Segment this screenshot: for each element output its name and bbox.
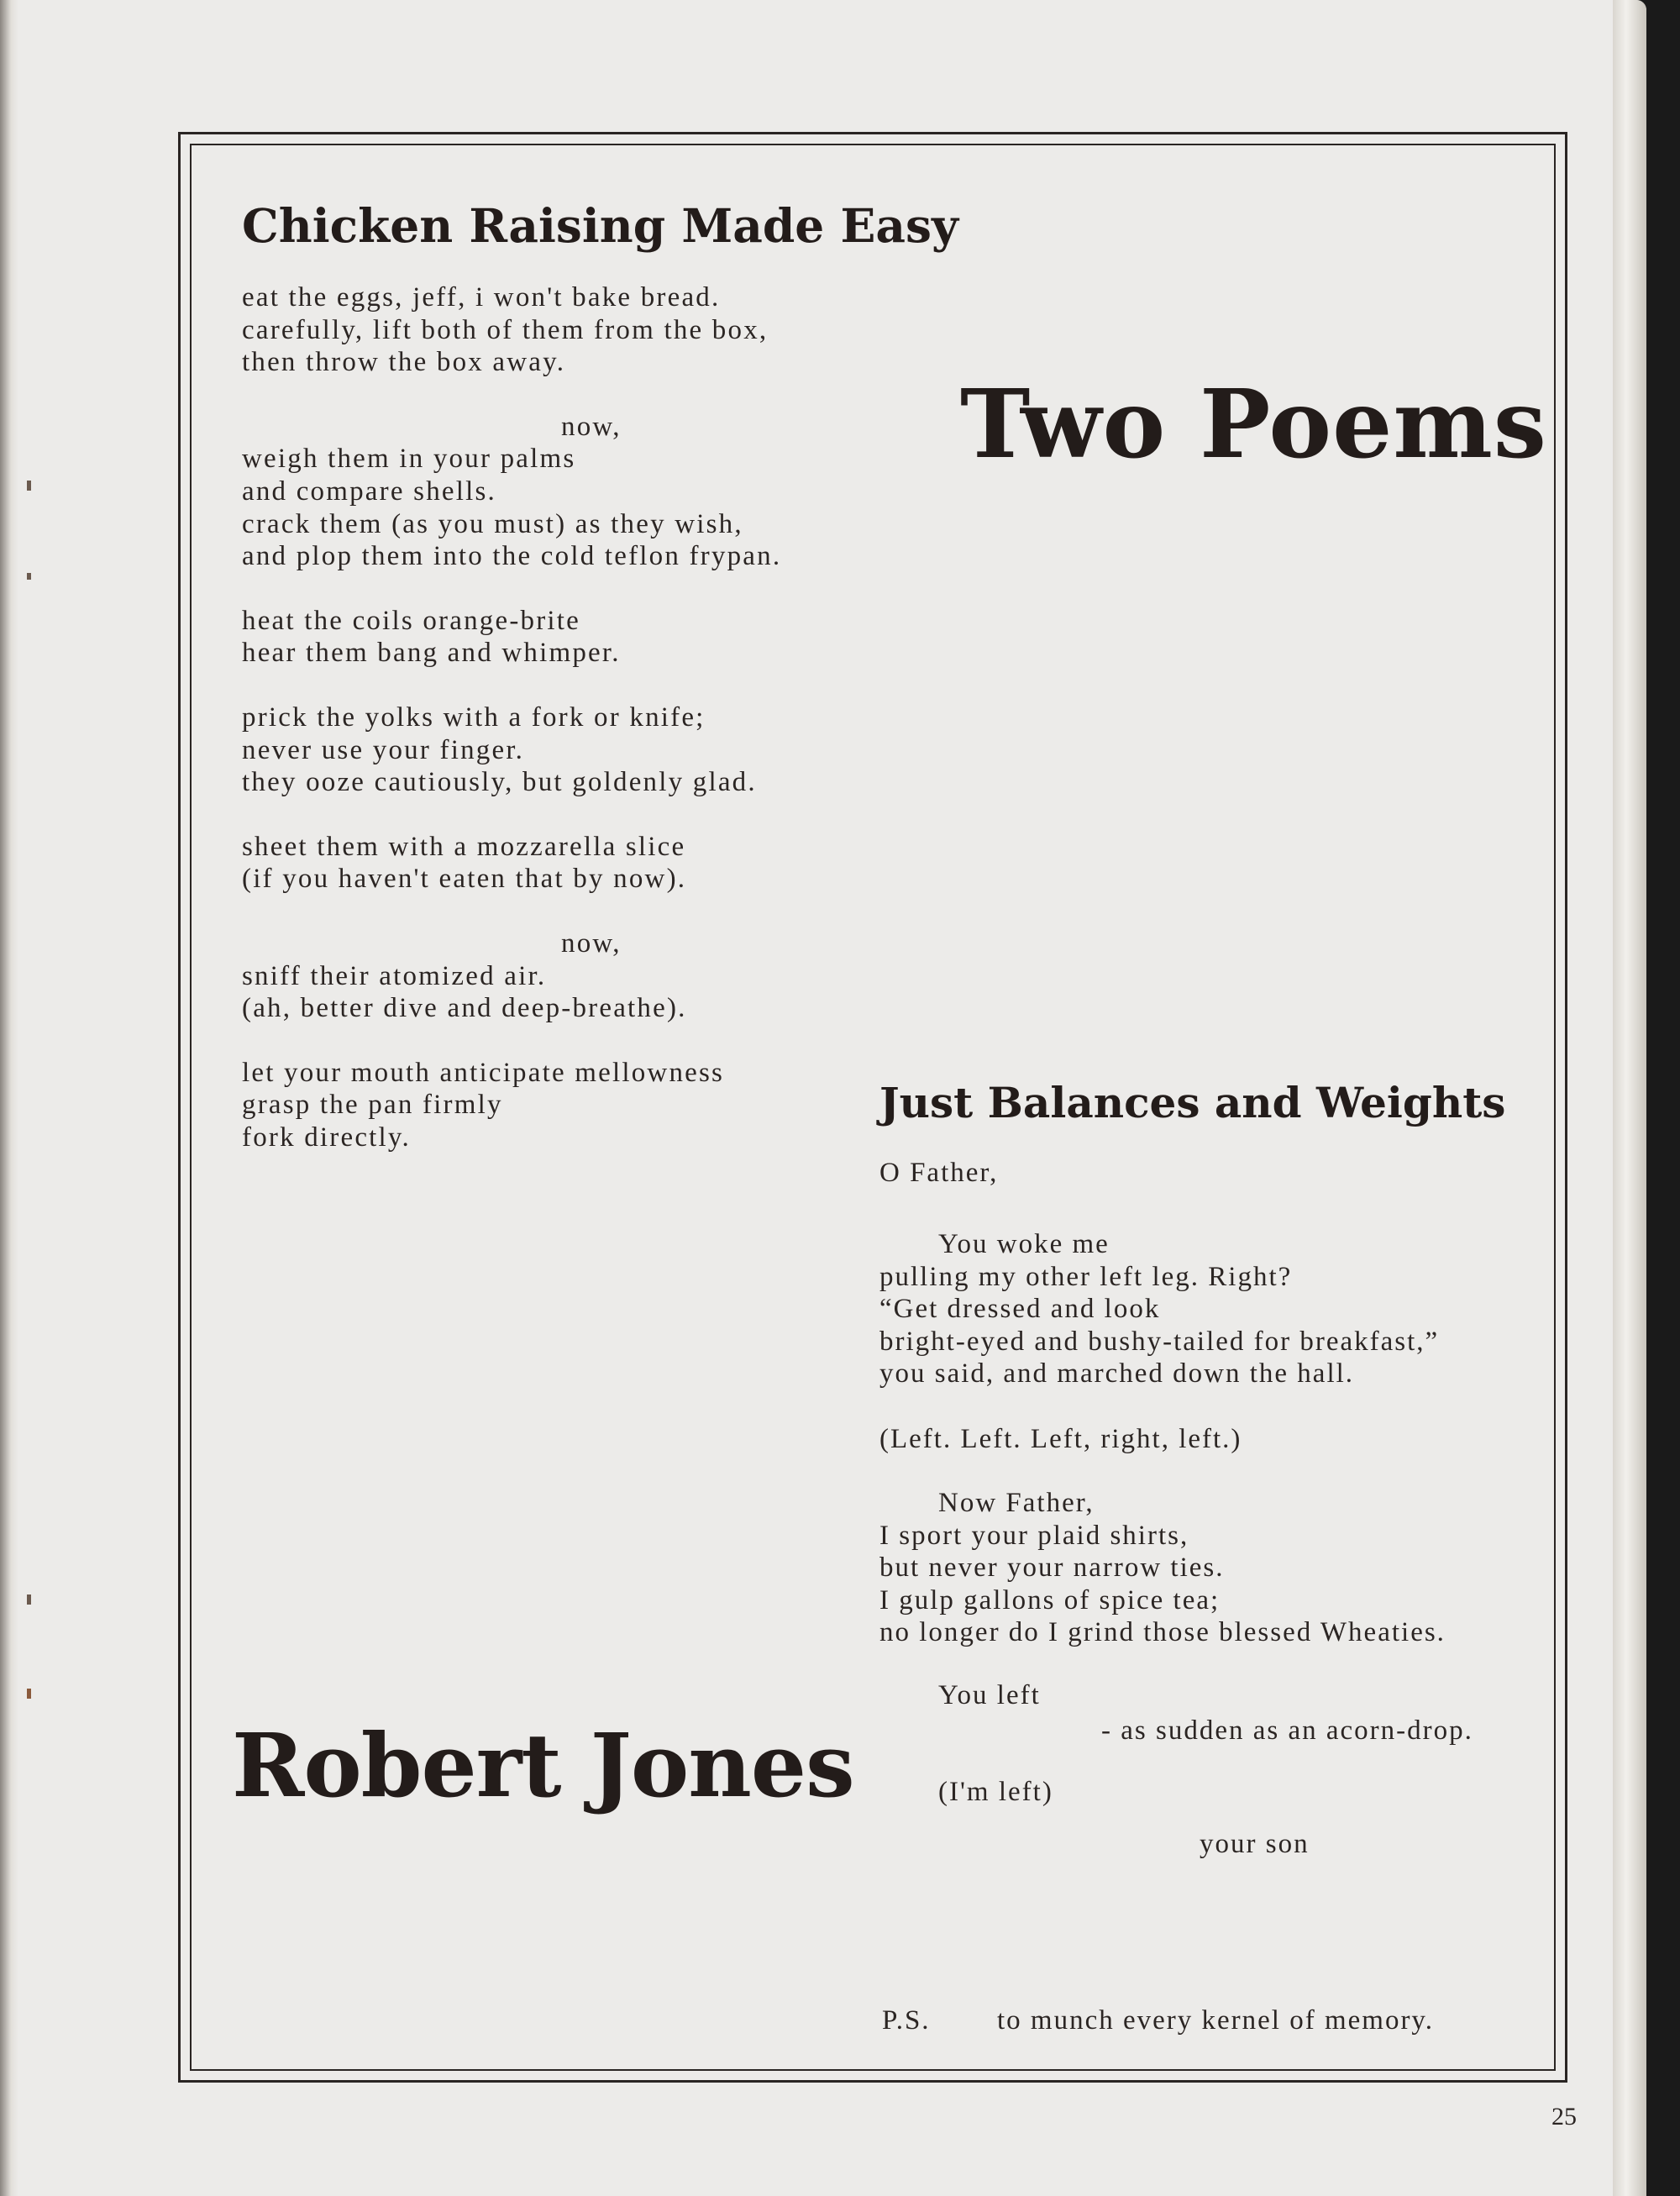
poem2-your-son: your son: [1200, 1829, 1310, 1859]
poem-line: pulling my other left leg. Right?: [879, 1261, 1293, 1292]
page-edge: [1613, 0, 1646, 2196]
author-name: Robert Jones: [232, 1714, 854, 1817]
poem-line: prick the yolks with a fork or knife;: [242, 701, 706, 733]
poem2-acorn-line: - as sudden as an acorn-drop.: [1101, 1715, 1473, 1746]
poem-line: carefully, lift both of them from the box,: [242, 314, 769, 345]
poem2-stanza-3: [879, 1487, 1446, 1649]
poem-line: (ah, better dive and deep-breathe).: [242, 993, 687, 1024]
poem-line: they ooze cautiously, but goldenly glad.: [242, 767, 757, 798]
poem-line: fork directly.: [242, 1122, 411, 1153]
poem-line: weigh them in your palms: [242, 444, 576, 475]
page-number: 25: [1551, 2103, 1577, 2130]
poem-line: sniff their atomized air.: [242, 960, 547, 991]
poem-line: no longer do I grind those blessed Wheaties.: [879, 1617, 1446, 1648]
poem2-salutation: O Father,: [879, 1158, 999, 1188]
poem-line: “Get dressed and look: [879, 1294, 1161, 1325]
poem-line: then throw the box away.: [242, 347, 566, 378]
poem-line: hear them bang and whimper.: [242, 638, 621, 669]
poem-line: never use your finger.: [242, 734, 525, 765]
poem2-stanza-2: (Left. Left. Left, right, left.): [879, 1424, 1242, 1454]
poem-line: let your mouth anticipate mellowness: [242, 1057, 725, 1088]
poem-line: crack them (as you must) as they wish,: [242, 508, 743, 539]
poem-line: now,: [561, 927, 622, 959]
poem2-ps-text: to munch every kernel of memory.: [997, 2005, 1435, 2036]
poem-line: Now Father,: [938, 1488, 1095, 1518]
binding-shadow: [0, 0, 18, 2196]
section-title: Two Poems: [960, 370, 1547, 480]
poem-line: but never your narrow ties.: [879, 1552, 1225, 1584]
poem2-im-left: (I'm left): [938, 1777, 1053, 1807]
poem-line: bright-eyed and bushy-tailed for breakfast,”: [879, 1326, 1440, 1357]
poem2-you-left: You left: [938, 1680, 1041, 1710]
poem-line: I gulp gallons of spice tea;: [879, 1584, 1221, 1615]
poem-line: eat the eggs, jeff, i won't bake bread.: [242, 282, 721, 313]
poem-line: grasp the pan firmly: [242, 1090, 503, 1121]
poem2-ps-label: P.S.: [882, 2005, 931, 2036]
margin-mark: [27, 1689, 31, 1699]
poem1-body: [242, 281, 781, 1153]
poem1-title: Chicken Raising Made Easy: [242, 198, 958, 253]
poem-line: heat the coils orange-brite: [242, 605, 580, 636]
margin-mark: [27, 573, 31, 580]
margin-mark: [27, 481, 31, 491]
poem-line: You woke me: [938, 1229, 1110, 1259]
poem-line: and compare shells.: [242, 475, 496, 507]
poem-line: (if you haven't eaten that by now).: [242, 864, 687, 895]
poem-line: and plop them into the cold teflon frypan.: [242, 541, 782, 572]
margin-mark: [27, 1594, 31, 1605]
poem2-title: Just Balances and Weights: [879, 1078, 1506, 1127]
poem-line: now,: [561, 411, 622, 442]
poem-line: you said, and marched down the hall.: [879, 1358, 1355, 1390]
poem-line: I sport your plaid shirts,: [879, 1520, 1189, 1551]
poem2-stanza-1: [879, 1228, 1439, 1390]
poem-line: sheet them with a mozzarella slice: [242, 831, 686, 862]
